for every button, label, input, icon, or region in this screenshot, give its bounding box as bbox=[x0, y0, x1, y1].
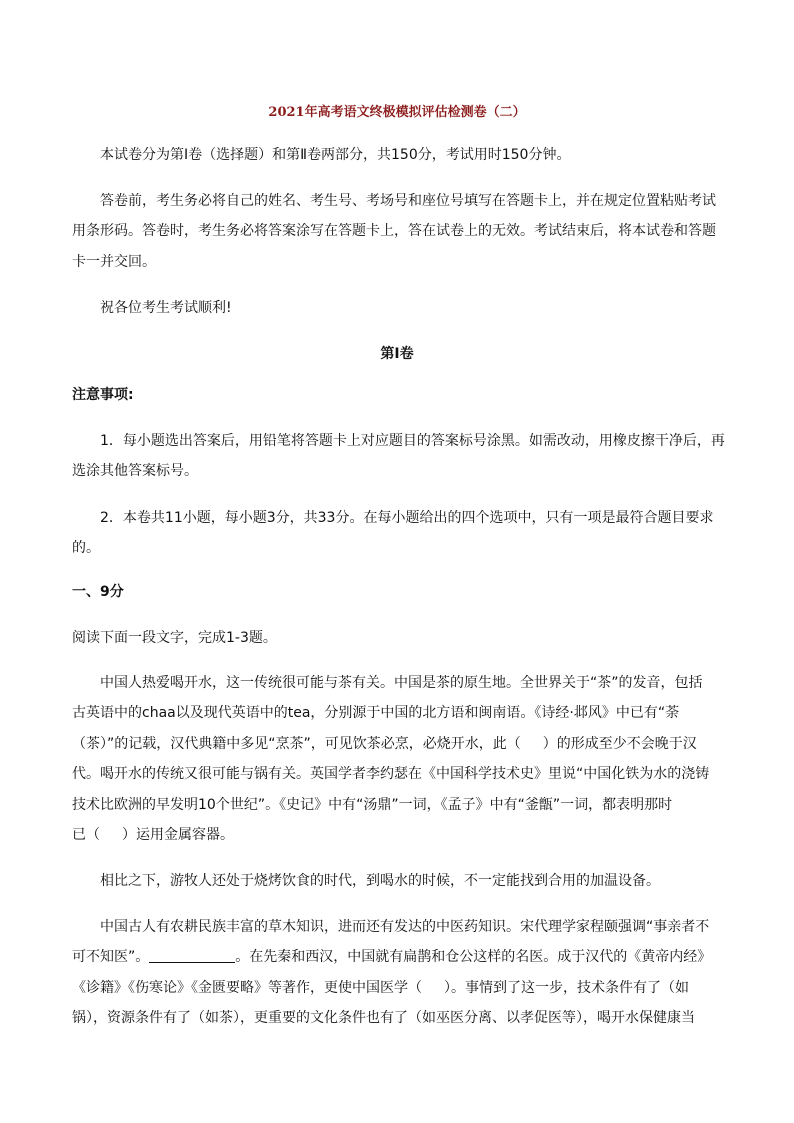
passage-text: 。在先秦和西汉，中国就有扁鹊和仓公这样的名医。成于汉代的《黄帝内经》 bbox=[235, 949, 712, 965]
passage-line: 相比之下，游牧人还处于烧烤饮食的时代，到喝水的时候，不一定能找到合用的加温设备。 bbox=[100, 873, 660, 889]
fill-in-blank bbox=[149, 948, 235, 963]
passage-text: （茶）”的记载，汉代典籍中多见“烹茶”，可见饮茶必烹，必烧开水，此（ bbox=[72, 736, 521, 752]
passage-line bbox=[72, 978, 689, 998]
reading-instruction: 阅读下面一段文字，完成1-3题。 bbox=[72, 630, 277, 646]
passage-line: 古英语中的chaa以及现代英语中的tea，分别源于中国的北方语和闽南语。《诗经·邶风》中已有“荼 bbox=[72, 705, 680, 721]
exam-title: 2021年高考语文终极模拟评估检测卷（二） bbox=[268, 105, 526, 120]
part-heading: 一、9分 bbox=[72, 584, 124, 600]
passage-text: ）的形成至少不会晚于汉 bbox=[542, 736, 697, 752]
notes-heading: 注意事项: bbox=[72, 387, 134, 403]
good-luck-text: 祝各位考生考试顺利! bbox=[100, 300, 232, 316]
note-item: 2．本卷共11小题，每小题3分，共33分。在每小题给出的四个选项中，只有一项是最符合题目要求 bbox=[100, 510, 714, 526]
intro-line: 本试卷分为第Ⅰ卷（选择题）和第Ⅱ卷两部分，共150分，考试用时150分钟。 bbox=[100, 147, 571, 163]
intro-paragraph-line: 卡一并交回。 bbox=[72, 254, 156, 270]
passage-line bbox=[72, 734, 697, 754]
passage-line: 锅），资源条件有了（如茶），更重要的文化条件也有了（如巫医分离、以孝促医等），喝开水保健康当 bbox=[72, 1010, 695, 1026]
intro-paragraph-line: 用条形码。答卷时，考生务必将答案涂写在答题卡上，答在试卷上的无效。考试结束后，将本试卷和答题 bbox=[72, 223, 716, 239]
passage-line bbox=[72, 947, 711, 967]
passage-text: 《诊籍》《伤寒论》《金匮要略》等著作，更使中国医学（ bbox=[72, 980, 422, 996]
note-item-cont: 选涂其他答案标号。 bbox=[72, 463, 198, 479]
section-heading: 第Ⅰ卷 bbox=[380, 346, 414, 362]
passage-line: 中国古人有农耕民族丰富的草木知识，进而还有发达的中医药知识。宋代理学家程颐强调“事亲者不 bbox=[100, 919, 710, 935]
passage-line: 代。喝开水的传统又很可能与锅有关。英国学者李约瑟在《中国科学技术史》里说“中国化铁为水的浇铸 bbox=[72, 766, 710, 782]
passage-text: ）。事情到了这一步，技术条件有了（如 bbox=[444, 980, 689, 996]
intro-paragraph-line: 答卷前，考生务必将自己的姓名、考生号、考场号和座位号填写在答题卡上，并在规定位置粘贴考试 bbox=[100, 193, 716, 209]
passage-text: ）运用金属容器。 bbox=[122, 827, 234, 843]
passage-text: 可不知医”。 bbox=[72, 949, 150, 965]
passage-line bbox=[72, 825, 234, 845]
passage-line: 技术比欧洲的早发明10个世纪”。《史记》中有“汤鼎”一词，《孟子》中有“釜甑”一词，都表明那时 bbox=[72, 797, 673, 813]
note-item: 1．每小题选出答案后，用铅笔将答题卡上对应题目的答案标号涂黑。如需改动，用橡皮擦干净后，再 bbox=[100, 433, 725, 449]
passage-line: 中国人热爱喝开水，这一传统很可能与茶有关。中国是茶的原生地。全世界关于“茶”的发音，包括 bbox=[100, 675, 703, 691]
passage-text: 已（ bbox=[72, 827, 100, 843]
note-item-cont: 的。 bbox=[72, 540, 100, 556]
